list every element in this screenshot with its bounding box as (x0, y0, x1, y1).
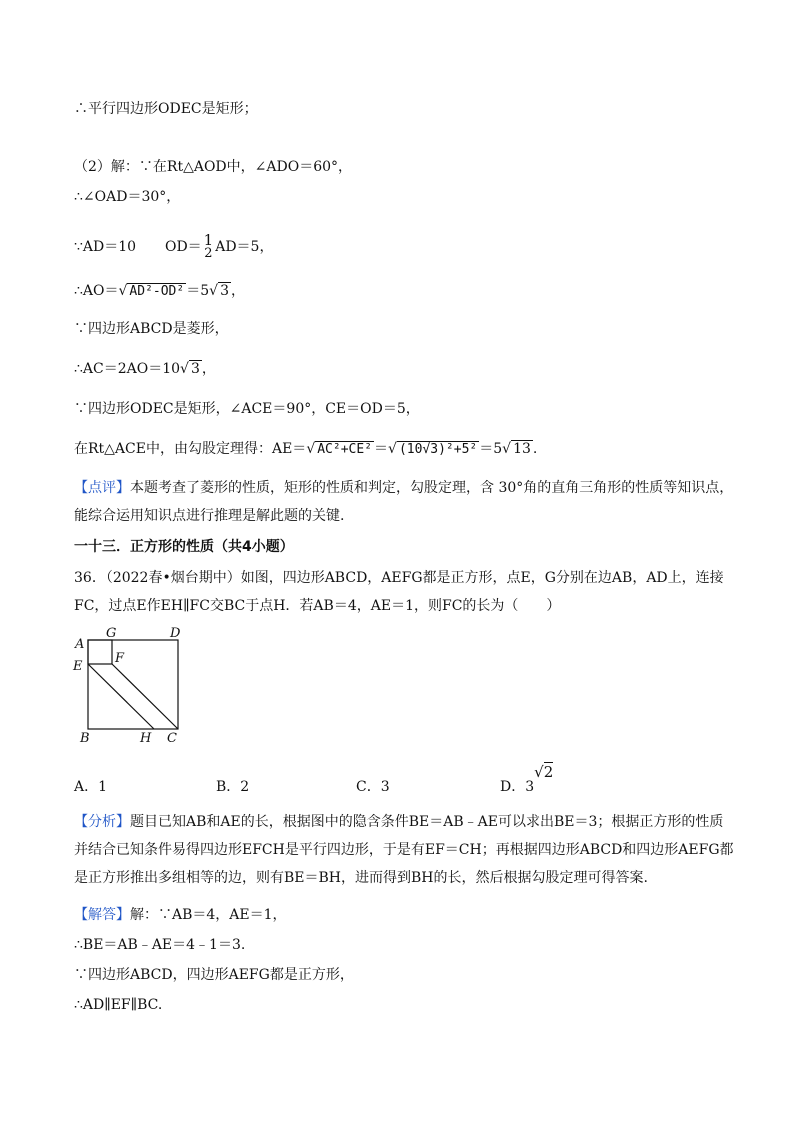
proof-line-9: 在Rt△ACE中，由勾股定理得：AE＝√ AC²+CE² ＝√ (10√3)²+5² ＝5√ 13 . (74, 441, 538, 457)
analysis-text: 题目已知AB和AE的长，根据图中的隐含条件BE＝AB﹣AE可以求出BE＝3；根据正方形的性质并结合已知条件易得四边形EFCH是平行四边形，于是有EF＝CH；再根据四边形ABCD和四边形AEFG都是正方形推出多组相等的边，则有BE＝BH，进而得到BH的长，然后根据勾股定理可得答案. (74, 814, 734, 886)
proof-line-8: ∵四边形ODEC是矩形，∠ACE＝90°，CE＝OD＝5， (74, 401, 420, 417)
analysis-tag: 【分析】 (74, 814, 130, 830)
fraction: 1 2 (203, 231, 214, 261)
comment-tag: 【点评】 (74, 480, 130, 496)
comment-text: 本题考查了菱形的性质，矩形的性质和判定，勾股定理，含 30°角的直角三角形的性质等知识点，能综合运用知识点进行推理是解此题的关键. (74, 480, 734, 524)
proof-line-2: （2）解：∵在Rt△AOD中，∠ADO＝60°， (74, 159, 353, 175)
text: AD＝5， (215, 239, 274, 255)
comment-block (74, 474, 734, 530)
text: OD＝ (164, 239, 202, 255)
analysis-block (74, 808, 734, 892)
radical: AC²+CE² (317, 442, 373, 457)
segment-fc (112, 664, 178, 729)
proof-line-3: ∴∠OAD＝30°， (74, 189, 181, 205)
radical: 13 (513, 441, 531, 457)
solution-line-3: ∵四边形ABCD，四边形AEFG都是正方形， (74, 967, 354, 983)
option-b[interactable]: B．2 (216, 779, 250, 795)
radical: AD²-OD² (129, 284, 185, 299)
label-d: D (170, 626, 181, 641)
solution-line-2: ∴BE＝AB﹣AE＝4﹣1＝3. (74, 937, 246, 953)
proof-line-5: ∴AO＝√ AD²-OD² ＝5√ 3 ， (74, 283, 245, 299)
label-e: E (73, 659, 83, 674)
radical: 3 (220, 283, 229, 299)
text: ∵AD＝10 (74, 239, 137, 255)
proof-line-7: ∴AC＝2AO＝10√ 3 ， (74, 361, 216, 377)
square-aefg (88, 640, 112, 664)
solution-line-4: ∴AD∥EF∥BC. (74, 997, 163, 1013)
label-c: C (167, 731, 177, 744)
label-h: H (140, 731, 152, 744)
label-b: B (80, 731, 90, 744)
radical: (10√3)²+5² (398, 442, 478, 457)
proof-line-6: ∵四边形ABCD是菱形， (74, 321, 229, 337)
option-c[interactable]: C．3 (356, 779, 390, 795)
label-a: A (75, 637, 85, 652)
question-text: 36．（2022春•烟台期中）如图，四边形ABCD，AEFG都是正方形，点E，G分别在边AB，AD上，连接FC，过点E作EH∥FC交BC于点H．若AB＝4，AE＝1，则FC的长为（ ） (74, 570, 724, 614)
segment-eh (88, 664, 154, 729)
proof-line-1: ∴平行四边形ODEC是矩形； (74, 101, 258, 117)
radical: 3 (190, 361, 200, 377)
section-title: 一十三．正方形的性质（共4小题） (74, 539, 294, 555)
square-figure (70, 624, 190, 744)
solution-tag: 【解答】 (74, 907, 130, 923)
option-a[interactable]: A．1 (74, 779, 108, 795)
solution-line-1: 【解答】解：∵AB＝4，AE＝1， (74, 907, 287, 923)
label-g: G (106, 626, 117, 641)
proof-line-4 (74, 232, 273, 262)
label-f: F (115, 651, 125, 666)
option-d[interactable]: D．3√2 (500, 763, 554, 795)
